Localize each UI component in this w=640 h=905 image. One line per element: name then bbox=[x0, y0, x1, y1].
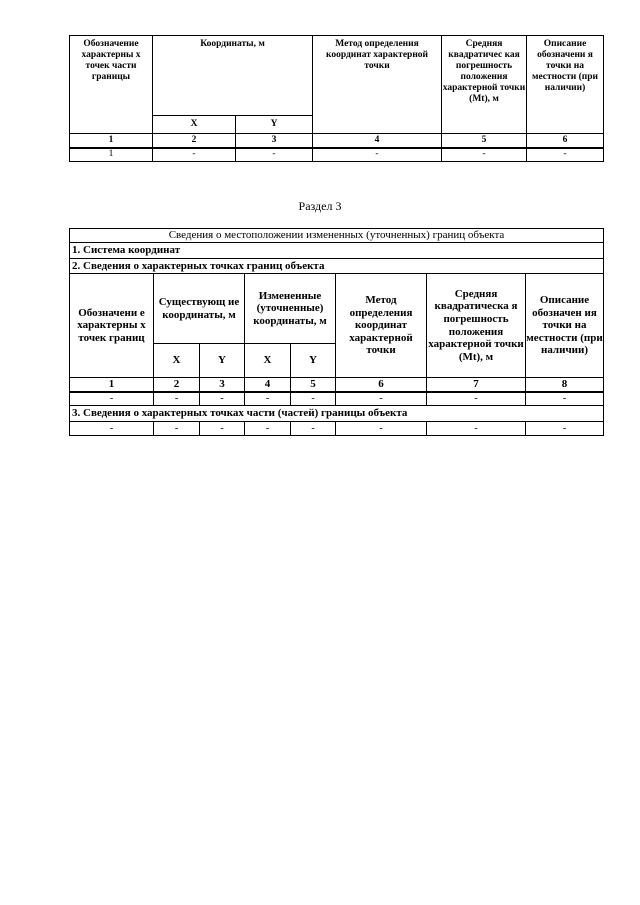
column-number: 4 bbox=[313, 134, 442, 148]
table-cell: - bbox=[336, 422, 427, 436]
header-coordinates: Координаты, м bbox=[153, 36, 313, 116]
table-cell: - bbox=[154, 422, 200, 436]
part-boundary-points-table bbox=[69, 35, 604, 162]
header-error: Средняя квадратическа я погрешность положения характерной точки (Mt), м bbox=[427, 274, 526, 378]
header-description: Описание обозначен ия точки на местности (при наличии) bbox=[526, 274, 604, 378]
column-number: 1 bbox=[70, 378, 154, 392]
changed-boundaries-table bbox=[69, 228, 604, 436]
table-cell: - bbox=[200, 422, 245, 436]
column-number: 2 bbox=[154, 378, 200, 392]
column-number: 3 bbox=[200, 378, 245, 392]
table-cell: - bbox=[70, 422, 154, 436]
table-cell: - bbox=[236, 148, 313, 162]
table-cell: - bbox=[245, 392, 291, 406]
header-description: Описание обозначени я точки на местности (при наличии) bbox=[527, 36, 604, 134]
table-cell: - bbox=[245, 422, 291, 436]
coordinate-system-heading: 1. Система координат bbox=[70, 243, 604, 259]
part-boundary-points-heading: 3. Сведения о характерных точках части (частей) границы объекта bbox=[70, 406, 604, 422]
table-cell: - bbox=[427, 422, 526, 436]
table-title: Сведения о местоположении измененных (уточненных) границ объекта bbox=[70, 229, 604, 243]
table-cell: - bbox=[153, 148, 236, 162]
header-designation: Обозначени е характерны х точек границ bbox=[70, 274, 154, 378]
header-error: Средняя квадратичес кая погрешность положения характерной точки (Mt), м bbox=[442, 36, 527, 134]
header-x: X bbox=[245, 344, 291, 378]
table-cell: - bbox=[526, 392, 604, 406]
table-cell: - bbox=[291, 392, 336, 406]
column-number: 6 bbox=[527, 134, 604, 148]
column-number: 3 bbox=[236, 134, 313, 148]
header-y: Y bbox=[200, 344, 245, 378]
column-number: 2 bbox=[153, 134, 236, 148]
header-x: X bbox=[153, 116, 236, 134]
table-row bbox=[70, 422, 604, 436]
table-cell: - bbox=[427, 392, 526, 406]
table-cell: 1 bbox=[70, 148, 153, 162]
table-cell: - bbox=[313, 148, 442, 162]
column-number: 5 bbox=[291, 378, 336, 392]
table-cell: - bbox=[442, 148, 527, 162]
table-cell: - bbox=[70, 392, 154, 406]
column-number: 7 bbox=[427, 378, 526, 392]
table-cell: - bbox=[527, 148, 604, 162]
table-cell: - bbox=[200, 392, 245, 406]
header-y: Y bbox=[236, 116, 313, 134]
header-x: X bbox=[154, 344, 200, 378]
header-method: Метод определения координат характерной точки bbox=[313, 36, 442, 134]
header-existing-coordinates: Существующ ие координаты, м bbox=[154, 274, 245, 344]
column-number: 4 bbox=[245, 378, 291, 392]
table-cell: - bbox=[336, 392, 427, 406]
boundary-points-heading: 2. Сведения о характерных точках границ объекта bbox=[70, 259, 604, 274]
table-cell: - bbox=[291, 422, 336, 436]
column-number: 1 bbox=[70, 134, 153, 148]
header-y: Y bbox=[291, 344, 336, 378]
section-title: Раздел 3 bbox=[298, 199, 342, 213]
header-changed-coordinates: Измененные (уточненные) координаты, м bbox=[245, 274, 336, 344]
column-number: 8 bbox=[526, 378, 604, 392]
table-row bbox=[70, 392, 604, 406]
column-number: 6 bbox=[336, 378, 427, 392]
table-cell: - bbox=[154, 392, 200, 406]
table-row bbox=[70, 148, 604, 162]
header-designation: Обозначение характерны х точек части границы bbox=[70, 36, 153, 134]
header-method: Метод определения координат характерной точки bbox=[336, 274, 427, 378]
table-cell: - bbox=[526, 422, 604, 436]
column-number: 5 bbox=[442, 134, 527, 148]
